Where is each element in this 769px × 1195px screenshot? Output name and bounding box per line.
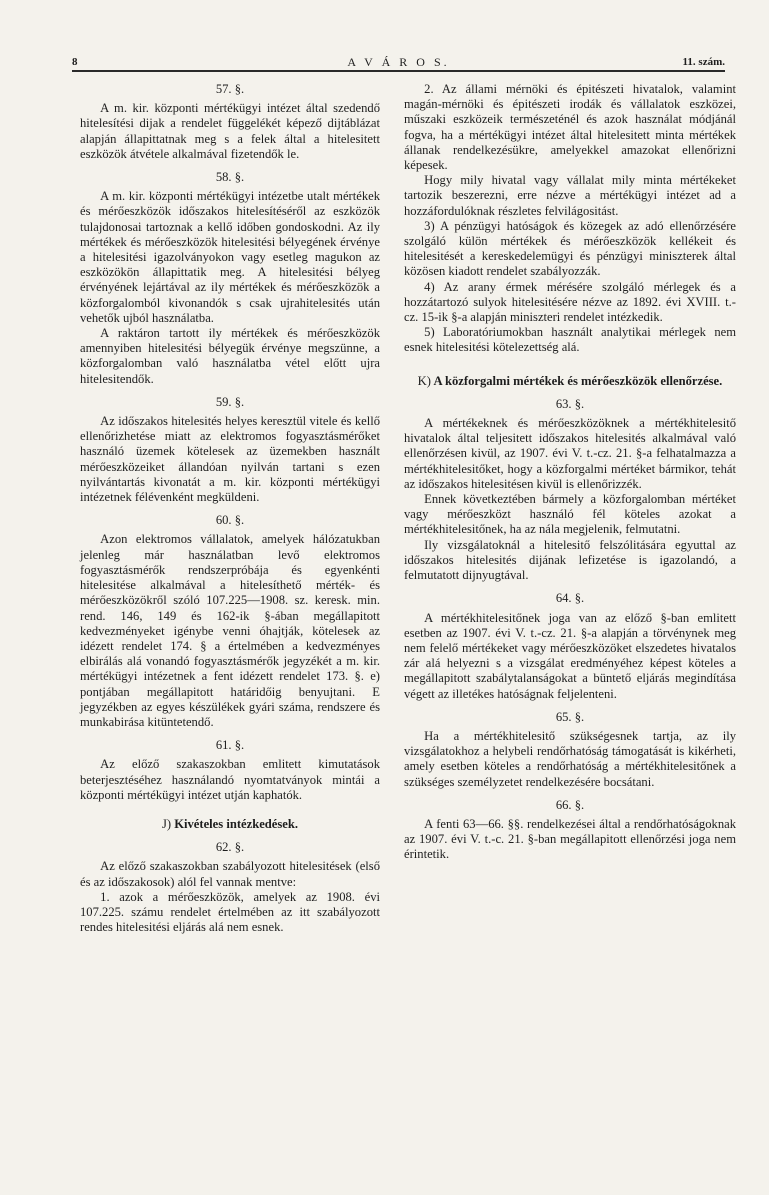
section-62-item-1: 1. azok a mérőeszközök, amelyek az 1908. évi 107.225. számu rendelet értelmében az itt szabályozott rendes hitelesitési eljárás alá nem esnek. <box>80 889 380 935</box>
chapter-title: A közforgalmi mértékek és mérőeszközök ellenőrzése. <box>433 373 723 388</box>
section-61-heading: 61. §. <box>215 738 245 753</box>
section-63-paragraph: A mértékeknek és mérőeszközöknek a mértékhitelesitő hivatalok által teljesitett időszakos hitelesités alkalmával való ellenőrzésen kivül, az 1907. évi V. t.-cz. 21. §-a felhatalmazza a mértékhitelesitőket, hogy a közforgalmi mértéket bármikor, tehát az időszakos hitelesitésen kivül is ellenőrizzék. <box>404 416 736 491</box>
section-57-paragraph: A m. kir. központi mértékügyi intézet által szedendő hitelesítési dijak a rendelet függelékét képező dijtáblázat alapján állapittatnak meg s a felek által a hitelesitett eszközök átvétele alkalmával fizetendők le. <box>80 101 380 161</box>
left-column <box>80 82 380 935</box>
issue-number: 11. szám. <box>682 56 725 68</box>
chapter-label: K) <box>417 373 431 388</box>
section-58-paragraph: A m. kir. központi mértékügyi intézetbe utalt mértékek és mérőeszközök időszakos hitelesítéséről az eszközök tulajdonosai tartoznak a kellő időben gondoskodni. Az ily mértékek és mérőeszközök hitelesitési bélyegének érvénye a hitelesitési igazolványokon vagy esetleg magukon az eszközökön állapittatik meg. A hitelesitési bélyeg érvényének lejártával az ily mértékek és mérőeszközök a közforgalomból kivonandók s csak ujrahitelesités után vehetők ujból használatba. <box>80 189 380 325</box>
section-61-paragraph: Az előző szakaszokban emlitett kimutatások beterjesztéséhez használandó nyomtatványok mintái a központi mértékügyi intézet utján kaphatók. <box>80 757 380 802</box>
journal-title: A V Á R O S. <box>347 55 450 69</box>
section-65-heading: 65. §. <box>555 709 585 724</box>
section-62-item-3: 3) A pénzügyi hatóságok és közegek az adó ellenőrzésére szolgáló külön mértékek és mérőeszközök kellékeit és hitelesitését a kereskedelemügyi és pénzügyi miniszterek által közösen kiadott rendelet szabályozzák. <box>404 218 736 279</box>
chapter-heading-k <box>404 374 736 389</box>
section-63-paragraph: Ily vizsgálatoknál a hitelesitő felszólitására egyuttal az időszakos hitelesités dijának lefizetése is igazolandó, a felmutatott dijnyugtával. <box>404 537 736 583</box>
section-64-heading: 64. §. <box>555 591 585 606</box>
section-57-heading: 57. §. <box>215 82 245 96</box>
section-65-paragraph: Ha a mértékhitelesitő szükségesnek tartja, az ily vizsgálatokhoz a helybeli rendőrhatóság támogatását is kikérheti, amely esetben köteles a rendőrhatóság a mértékhitelesitőnek a szükséges személyzetet rendelkezésére bocsátani. <box>404 728 736 789</box>
chapter-title: Kivételes intézkedések. <box>174 816 299 831</box>
section-58-heading: 58. §. <box>215 170 245 185</box>
section-59-heading: 59. §. <box>215 394 245 409</box>
section-64-paragraph: A mértékhitelesitőnek joga van az előző §-ban emlitett esetben az 1907. évi V. t.-cz. 21. §-a alapján a törvénynek meg nem felelő mértékeket vagy mérőeszközöket elszedetes hivatalos zár alá helyezni s a vizsgálat eredményéhez képest köteles a megállapitott szabálytalanságokat a büntető eljárás megindítása végett az illetékes hatóságnak feljelenteni. <box>404 610 736 701</box>
section-60-paragraph: Azon elektromos vállalatok, amelyek hálózatukban jelenleg már használatban levő elektromos fogyasztásmérők rendszerpróbája és egyenkénti hitelesitése alkalmával a hitelesíthető mérték- és mérőeszközökről szóló 107.225—1908. sz. keresk. min. rend. 146, 149 és 162-ik §-ában megállapitott kedvezményeket igénybe venni óhajtják, kötelesek az idézett rendelet 174. § a értelmében a kedvezményes elbirálás alá vonandó fogyasztásmérők jegyzékét a m. kir. mértékügyi intézetnek a fent idézett rendelet 173. §. e) pontjában megállapitott határidőig benyujtani. E jegyzékben az egyes készülékek gyári száma, rendszere és munkabirása kitüntetendő. <box>80 532 380 729</box>
right-column <box>404 82 736 863</box>
section-62-item-2: 2. Az állami mérnöki és épitészeti hivatalok, valamint magán-mérnöki és épitészeti irodák és vállalatok eszközei, műszaki eszközeik természeténél és azok használat módjánál fogva, ha a mértékügyi intézet által hitelesitett minta mértékek állanak rendelkezésükre, amelyekkel amazokat ellenőrizni képesek. <box>404 82 736 173</box>
section-62-paragraph: Az előző szakaszokban szabályozott hitelesitések (első és az időszakosok) alól fel vannak mentve: <box>80 859 380 889</box>
section-66-paragraph: A fenti 63—66. §§. rendelkezései által a rendőrhatóságoknak az 1907. évi V. t.-c. 21. §-ban megállapitott ellenőrzési joga nem érintetik. <box>404 816 736 862</box>
section-63-heading: 63. §. <box>555 396 585 411</box>
page-header <box>72 54 725 72</box>
section-60-heading: 60. §. <box>215 513 245 528</box>
chapter-label: J) <box>161 816 172 831</box>
section-66-heading: 66. §. <box>555 797 585 812</box>
page-number: 8 <box>72 56 78 68</box>
section-58-paragraph: A raktáron tartott ily mértékek és mérőeszközök amennyiben hitelesitési bélyegük érvénye megszünne, a közforgalomban való használatba vétel előtt ujra hitelesitendők. <box>80 326 380 386</box>
section-63-paragraph: Ennek következtében bármely a közforgalomban mértéket vagy mérőeszközt használó fél köteles azokat a mértékhitelesitőnek, ha az nála megjelenik, felmutatni. <box>404 492 736 537</box>
section-59-paragraph: Az időszakos hitelesités helyes keresztül vitele és kellő ellenőrizhetése miatt az elektromos fogyasztásmérőket használó üzemek kötelesek az üzemekben használt mérőeszközeiket állandóan nyilván tartani s ezen nyilvántartás kivonatát a m. kir. központi mértékügyi intézetnek félévenként megküldeni. <box>80 414 380 505</box>
section-62-item-5: 5) Laboratóriumokban használt analytikai mérlegek nem esnek hitelesitési kötelezettség alá. <box>404 325 736 355</box>
section-62-item-2-note: Hogy mily hivatal vagy vállalat mily minta mértékeket tartozik beszerezni, erre nézve a mértékügyi intézet ad a hozzáfordulóknak részletes felvilágositást. <box>404 173 736 218</box>
section-62-item-4: 4) Az arany érmek mérésére szolgáló mérlegek és a hozzátartozó sulyok hitelesitésére nézve az 1892. évi XVIII. t.-cz. 15-ik §-a alapján miniszteri rendelet intézkedik. <box>404 279 736 325</box>
chapter-heading-j <box>80 817 380 832</box>
section-62-heading: 62. §. <box>215 840 245 855</box>
